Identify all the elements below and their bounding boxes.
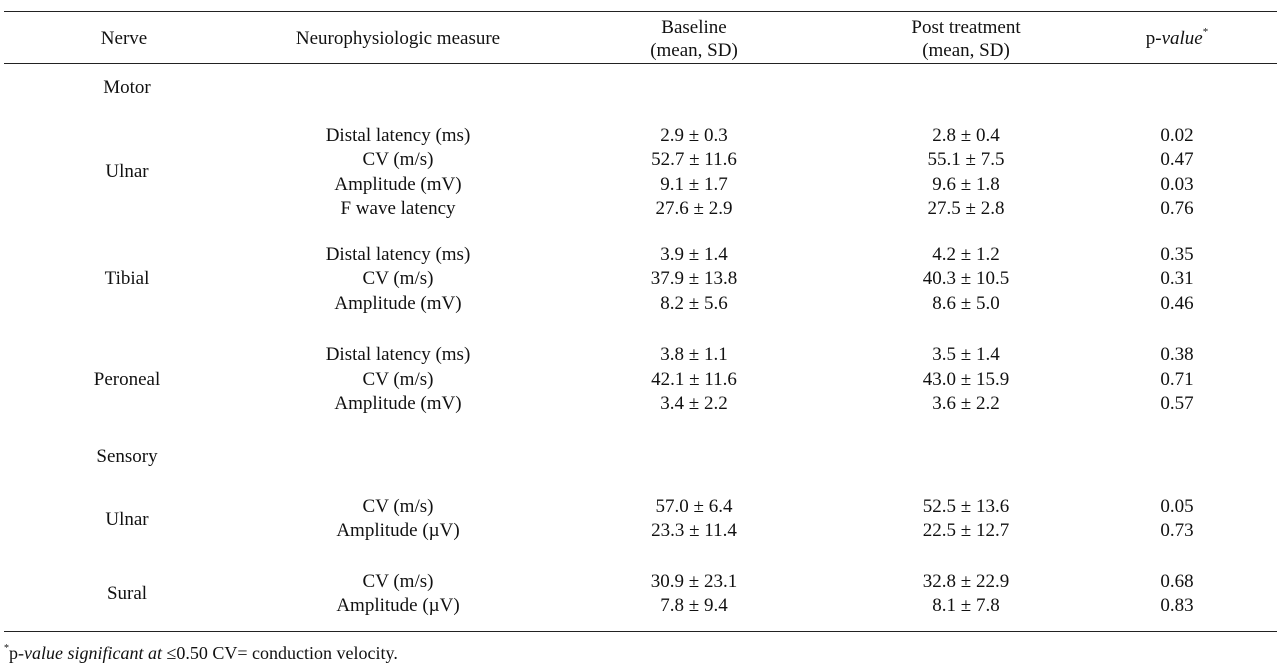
- header-pvalue: [1145, 26, 1209, 49]
- measure-cell: Amplitude (µV): [336, 520, 460, 541]
- measure-cell: CV (m/s): [362, 496, 434, 517]
- table-top-rule: [4, 11, 1277, 12]
- header-post-line1: Post treatment: [911, 17, 1021, 38]
- measure-cell: Amplitude (mV): [334, 393, 462, 414]
- measure-cell: CV (m/s): [362, 268, 434, 289]
- post-cell: 8.1 ± 7.8: [932, 595, 1000, 616]
- post-cell: 9.6 ± 1.8: [932, 174, 1000, 195]
- baseline-cell: 27.6 ± 2.9: [655, 198, 733, 219]
- section-motor: Motor: [103, 77, 151, 98]
- pvalue-cell: 0.57: [1160, 393, 1194, 414]
- pvalue-cell: 0.31: [1160, 268, 1194, 289]
- measure-cell: CV (m/s): [362, 149, 434, 170]
- baseline-cell: 37.9 ± 13.8: [650, 268, 738, 289]
- post-cell: 22.5 ± 12.7: [922, 520, 1010, 541]
- pvalue-cell: 0.47: [1160, 149, 1194, 170]
- post-cell: 52.5 ± 13.6: [922, 496, 1010, 517]
- section-sensory: Sensory: [96, 446, 158, 467]
- footnote-mark: *: [4, 643, 9, 654]
- measure-cell: Amplitude (mV): [334, 174, 462, 195]
- measure-cell: Distal latency (ms): [325, 344, 471, 365]
- baseline-cell: 3.4 ± 2.2: [660, 393, 728, 414]
- measure-cell: Distal latency (ms): [325, 125, 471, 146]
- nerve-label: Ulnar: [105, 509, 149, 530]
- pvalue-cell: 0.46: [1160, 293, 1194, 314]
- pvalue-cell: 0.71: [1160, 369, 1194, 390]
- baseline-cell: 3.9 ± 1.4: [660, 244, 728, 265]
- pvalue-cell: 0.03: [1160, 174, 1194, 195]
- header-pvalue-mark: *: [1202, 26, 1209, 38]
- nerve-label: Ulnar: [105, 161, 149, 182]
- baseline-cell: 3.8 ± 1.1: [660, 344, 728, 365]
- footnote: [4, 644, 398, 662]
- nerve-label: Sural: [106, 583, 148, 604]
- pvalue-cell: 0.02: [1160, 125, 1194, 146]
- post-cell: 40.3 ± 10.5: [922, 268, 1010, 289]
- pvalue-cell: 0.68: [1160, 571, 1194, 592]
- post-cell: 3.6 ± 2.2: [932, 393, 1000, 414]
- measure-cell: CV (m/s): [362, 571, 434, 592]
- footnote-prefix: p-: [9, 643, 24, 663]
- header-pvalue-prefix: p-: [1145, 28, 1162, 49]
- post-cell: 4.2 ± 1.2: [932, 244, 1000, 265]
- pvalue-cell: 0.35: [1160, 244, 1194, 265]
- header-post-line2: (mean, SD): [922, 40, 1010, 61]
- baseline-cell: 57.0 ± 6.4: [655, 496, 733, 517]
- post-cell: 27.5 ± 2.8: [927, 198, 1005, 219]
- measure-cell: Distal latency (ms): [325, 244, 471, 265]
- table-bottom-rule: [4, 631, 1277, 632]
- nerve-label: Tibial: [104, 268, 150, 289]
- header-baseline-line2: (mean, SD): [650, 40, 738, 61]
- pvalue-cell: 0.76: [1160, 198, 1194, 219]
- measure-cell: Amplitude (µV): [336, 595, 460, 616]
- header-pvalue-italic: value: [1161, 28, 1203, 49]
- baseline-cell: 52.7 ± 11.6: [651, 149, 737, 170]
- measure-cell: CV (m/s): [362, 369, 434, 390]
- baseline-cell: 8.2 ± 5.6: [660, 293, 728, 314]
- pvalue-cell: 0.73: [1160, 520, 1194, 541]
- post-cell: 55.1 ± 7.5: [927, 149, 1005, 170]
- footnote-italic: value significant at: [24, 643, 167, 663]
- baseline-cell: 9.1 ± 1.7: [660, 174, 728, 195]
- footnote-threshold: ≤0.50: [166, 643, 208, 663]
- baseline-cell: 23.3 ± 11.4: [651, 520, 737, 541]
- pvalue-cell: 0.38: [1160, 344, 1194, 365]
- header-nerve: Nerve: [100, 28, 148, 49]
- measure-cell: Amplitude (mV): [334, 293, 462, 314]
- header-post-treatment: [911, 16, 1020, 62]
- post-cell: 3.5 ± 1.4: [932, 344, 1000, 365]
- post-cell: 2.8 ± 0.4: [932, 125, 1000, 146]
- nerve-label: Peroneal: [93, 369, 161, 390]
- post-cell: 8.6 ± 5.0: [932, 293, 1000, 314]
- header-baseline: [650, 16, 738, 62]
- post-cell: 32.8 ± 22.9: [922, 571, 1010, 592]
- pvalue-cell: 0.05: [1160, 496, 1194, 517]
- baseline-cell: 7.8 ± 9.4: [660, 595, 728, 616]
- baseline-cell: 42.1 ± 11.6: [651, 369, 737, 390]
- pvalue-cell: 0.83: [1160, 595, 1194, 616]
- baseline-cell: 2.9 ± 0.3: [660, 125, 728, 146]
- measure-cell: F wave latency: [340, 198, 456, 219]
- header-bottom-rule: [4, 63, 1277, 64]
- baseline-cell: 30.9 ± 23.1: [650, 571, 738, 592]
- header-baseline-line1: Baseline: [661, 17, 727, 38]
- footnote-rest: CV= conduction velocity.: [207, 643, 398, 663]
- header-measure: Neurophysiologic measure: [295, 28, 501, 49]
- post-cell: 43.0 ± 15.9: [922, 369, 1010, 390]
